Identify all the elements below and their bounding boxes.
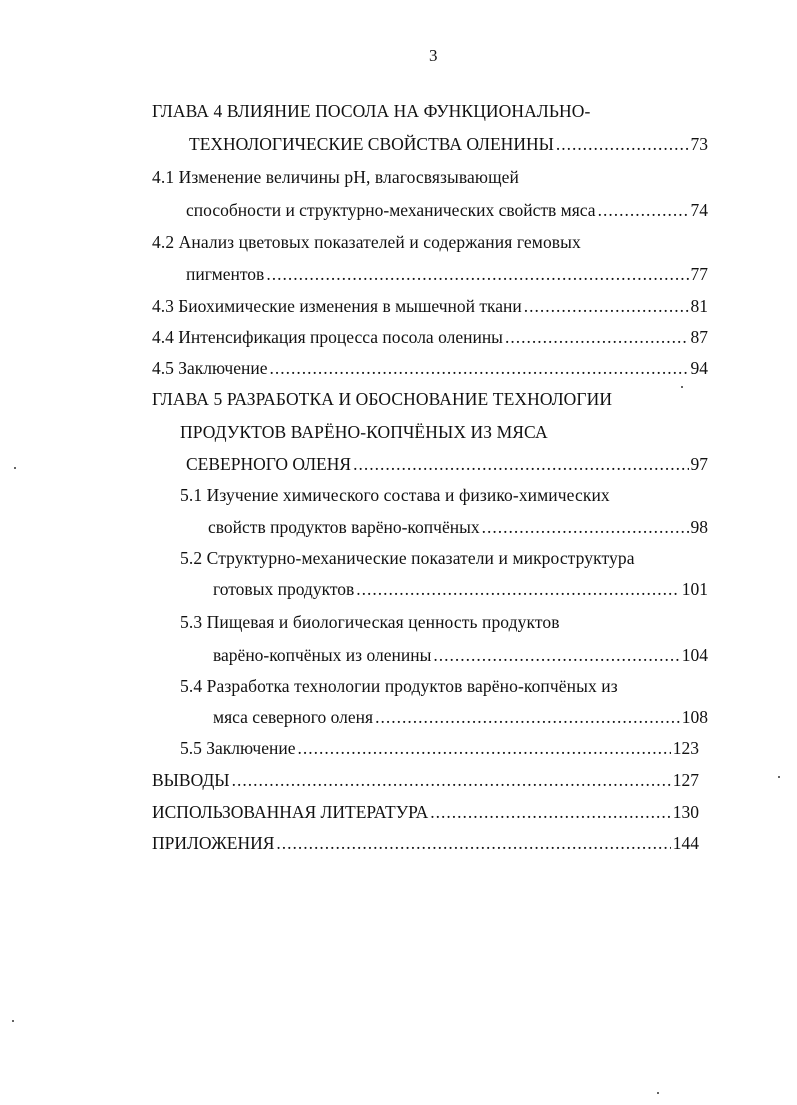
scan-speck xyxy=(14,467,16,469)
toc-section-5-4-entry xyxy=(213,706,708,728)
dot-leader xyxy=(353,453,688,475)
toc-section-4-2-entry xyxy=(186,263,708,285)
toc-page-ref: 104 xyxy=(681,645,708,665)
toc-conclusions-title: ВЫВОДЫ xyxy=(152,770,230,790)
dot-leader xyxy=(270,357,689,379)
toc-section-5-2-entry xyxy=(213,578,708,600)
dot-leader xyxy=(375,706,680,728)
toc-section-4-5 xyxy=(152,357,708,379)
toc-section-5-1-cont: свойств продуктов варёно-копчёных xyxy=(208,517,480,537)
dot-leader xyxy=(598,199,689,221)
scan-speck xyxy=(12,1020,14,1022)
toc-section-5-4-cont: мяса северного оленя xyxy=(213,707,374,727)
toc-page-ref: 73 xyxy=(690,134,708,154)
toc-chapter-5-title-end: СЕВЕРНОГО ОЛЕНЯ xyxy=(186,454,352,474)
dot-leader xyxy=(276,832,670,854)
toc-chapter-5-entry xyxy=(186,453,708,475)
toc-section-5-3: 5.3 Пищевая и биологическая ценность продуктов xyxy=(180,612,560,632)
dot-leader xyxy=(430,801,671,823)
toc-section-5-4: 5.4 Разработка технологии продуктов варёно-копчёных из xyxy=(180,676,618,696)
toc-appendices-title: ПРИЛОЖЕНИЯ xyxy=(152,833,275,853)
toc-page-ref: 97 xyxy=(690,454,708,474)
toc-page-ref: 108 xyxy=(681,707,708,727)
toc-section-4-3-title: 4.3 Биохимические изменения в мышечной ткани xyxy=(152,296,522,316)
dot-leader xyxy=(266,263,688,285)
toc-chapter-5-title-cont: ПРОДУКТОВ ВАРЁНО-КОПЧЁНЫХ ИЗ МЯСА xyxy=(180,422,548,442)
scan-speck xyxy=(681,386,683,388)
toc-page-ref: 98 xyxy=(690,517,708,537)
toc-section-4-4 xyxy=(152,326,708,348)
toc-section-5-1-entry xyxy=(208,516,708,538)
toc-page-ref: 87 xyxy=(690,327,708,347)
toc-literature xyxy=(152,801,699,823)
toc-literature-title: ИСПОЛЬЗОВАННАЯ ЛИТЕРАТУРА xyxy=(152,802,429,822)
toc-page-ref: 130 xyxy=(672,802,699,822)
toc-section-5-2: 5.2 Структурно-механические показатели и микроструктура xyxy=(180,548,635,568)
dot-leader xyxy=(556,133,689,155)
dot-leader xyxy=(433,644,679,666)
toc-conclusions xyxy=(152,769,699,791)
toc-section-4-3 xyxy=(152,295,708,317)
toc-section-5-2-cont: готовых продуктов xyxy=(213,579,355,599)
toc-chapter-4-title-cont: ТЕХНОЛОГИЧЕСКИЕ СВОЙСТВА ОЛЕНИНЫ xyxy=(189,134,554,154)
scan-speck xyxy=(657,1092,659,1094)
dot-leader xyxy=(232,769,671,791)
toc-section-4-5-title: 4.5 Заключение xyxy=(152,358,268,378)
page-number: 3 xyxy=(429,46,438,65)
toc-page-ref: 123 xyxy=(672,738,699,758)
toc-section-5-3-entry xyxy=(213,644,708,666)
toc-section-4-1-entry xyxy=(186,199,708,221)
toc-section-5-3-cont: варёно-копчёных из оленины xyxy=(213,645,432,665)
toc-section-4-4-title: 4.4 Интенсификация процесса посола оленины xyxy=(152,327,503,347)
toc-section-4-1: 4.1 Изменение величины pH, влагосвязывающей xyxy=(152,167,519,187)
dot-leader xyxy=(524,295,689,317)
toc-section-5-5-title: 5.5 Заключение xyxy=(180,738,296,758)
toc-chapter-4-title: ГЛАВА 4 ВЛИЯНИЕ ПОСОЛА НА ФУНКЦИОНАЛЬНО- xyxy=(152,101,591,121)
toc-page-ref: 77 xyxy=(690,264,708,284)
toc-section-4-2: 4.2 Анализ цветовых показателей и содержания гемовых xyxy=(152,232,581,252)
toc-chapter-4-entry xyxy=(189,133,708,155)
toc-page-ref: 74 xyxy=(690,200,708,220)
toc-page-ref: 127 xyxy=(672,770,699,790)
toc-page-ref: 81 xyxy=(690,296,708,316)
toc-appendices xyxy=(152,832,699,854)
dot-leader xyxy=(356,578,679,600)
toc-page-ref: 144 xyxy=(672,833,699,853)
dot-leader xyxy=(505,326,689,348)
scan-speck xyxy=(778,776,780,778)
toc-section-4-2-cont: пигментов xyxy=(186,264,265,284)
toc-page-ref: 101 xyxy=(681,579,708,599)
toc-page-ref: 94 xyxy=(690,358,708,378)
toc-section-5-5 xyxy=(180,737,699,759)
toc-chapter-5-title: ГЛАВА 5 РАЗРАБОТКА И ОБОСНОВАНИЕ ТЕХНОЛОГИИ xyxy=(152,389,613,409)
toc-section-5-1: 5.1 Изучение химического состава и физико-химических xyxy=(180,485,610,505)
dot-leader xyxy=(482,516,689,538)
toc-section-4-1-cont: способности и структурно-механических свойств мяса xyxy=(186,200,596,220)
dot-leader xyxy=(298,737,671,759)
